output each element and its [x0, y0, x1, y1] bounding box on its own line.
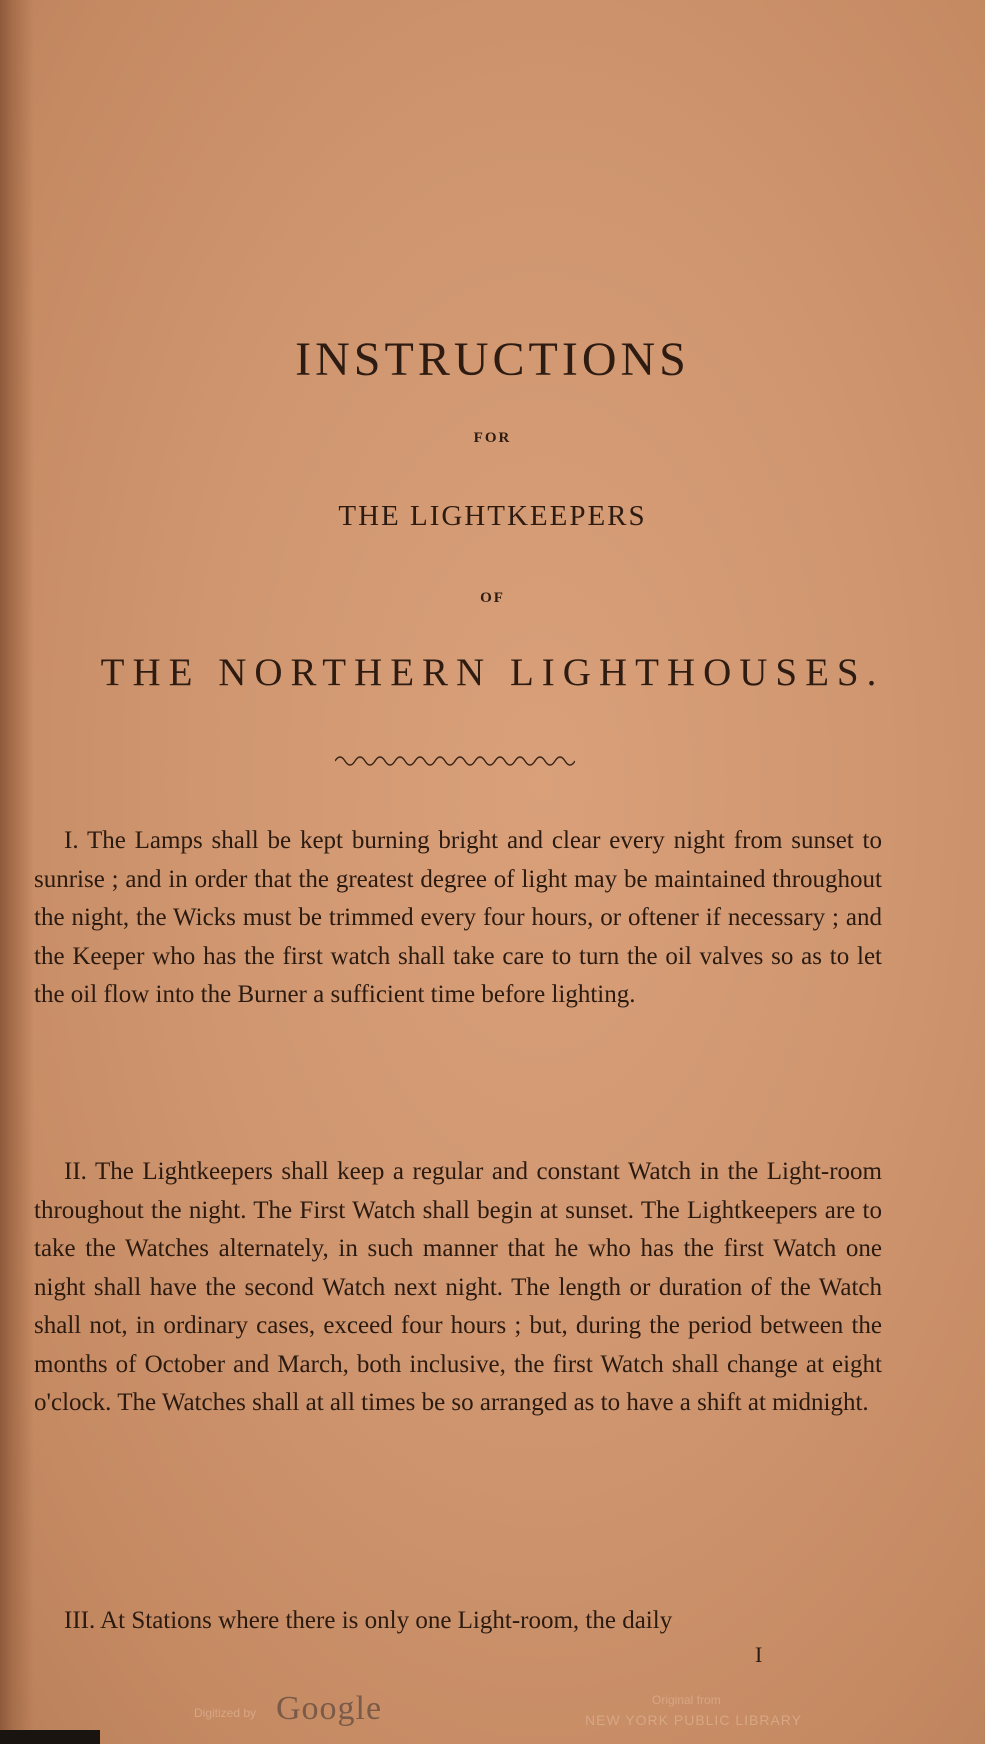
scan-edge-shadow — [0, 1730, 100, 1744]
original-from-label: Original from — [652, 1693, 721, 1707]
digitized-by-label: Digitized by — [194, 1706, 257, 1720]
title-northern-lighthouses: THE NORTHERN LIGHTHOUSES. — [100, 651, 885, 694]
title-of: OF — [480, 590, 505, 606]
paragraph-1-text: I. The Lamps shall be kept burning bright and clear every night from sunset to sunrise ; and in order that the greatest degree of light may be maintained throughout the night, the Wicks must be trimmed every four hours, or oftener if necessary ; and the Keeper who has the first watch shall take care to turn the oil valves so as to let the oil flow into the Burner a sufficient time before lighting. — [34, 827, 882, 1008]
title-instructions: INSTRUCTIONS — [295, 333, 690, 386]
paragraph-3-text: III. At Stations where there is only one Light-room, the daily — [64, 1607, 673, 1634]
title-for: FOR — [473, 430, 512, 446]
paragraph-3 — [34, 1602, 882, 1641]
title-lightkeepers: THE LIGHTKEEPERS — [338, 500, 647, 532]
binding-shadow — [0, 0, 34, 1744]
library-name: NEW YORK PUBLIC LIBRARY — [585, 1712, 802, 1728]
wavy-rule-ornament — [335, 752, 575, 766]
paragraph-1 — [34, 822, 882, 1015]
page-number: I — [755, 1642, 763, 1667]
paragraph-2 — [34, 1153, 882, 1423]
google-logo: Google — [276, 1690, 383, 1727]
paragraph-2-text: II. The Lightkeepers shall keep a regular and constant Watch in the Light-room throughout the night. The First Watch shall begin at sunset. The Lightkeepers are to take the Watches alternately, in such manner that he who has the first Watch one night shall have the second Watch next night. The length or duration of the Watch shall not, in ordinary cases, exceed four hours ; but, during the period between the months of October and March, both inclusive, the first Watch shall change at eight o'clock. The Watches shall at all times be so arranged as to have a shift at midnight. — [34, 1158, 882, 1416]
